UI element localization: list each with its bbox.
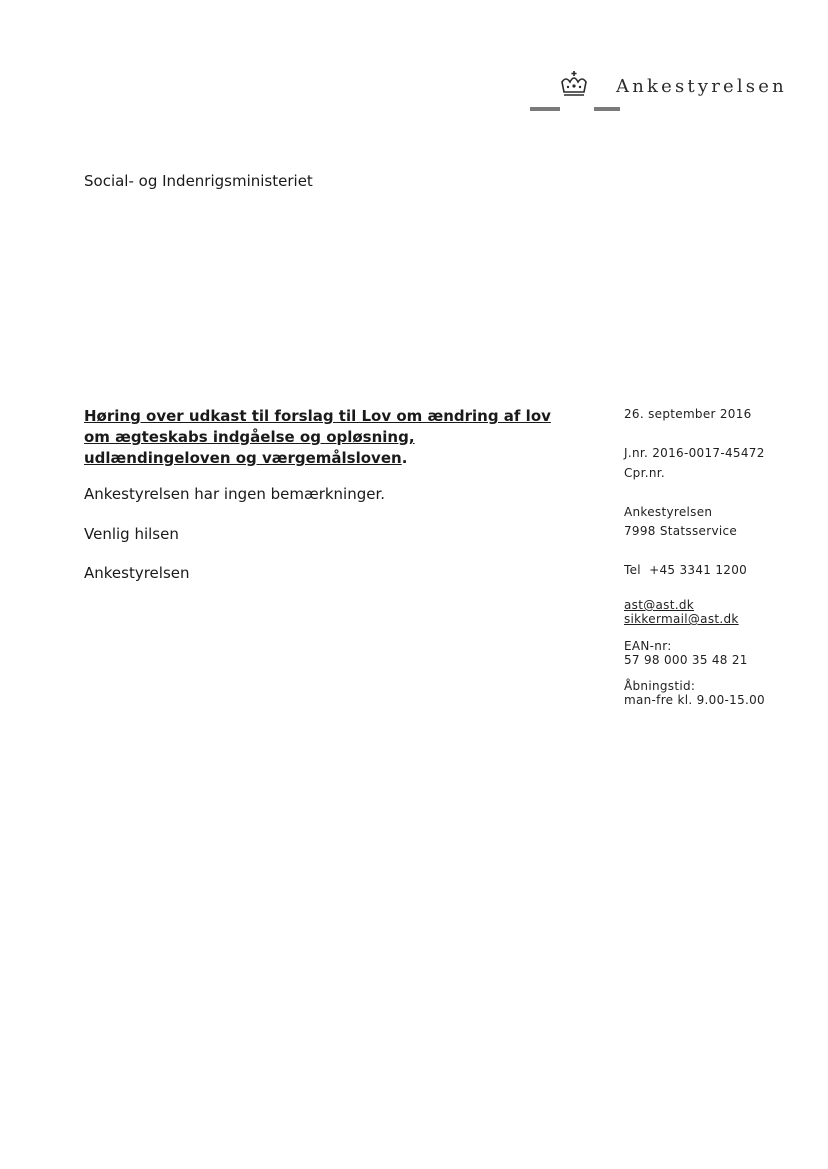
journal-number: J.nr. 2016-0017-45472 bbox=[624, 446, 765, 460]
secure-email-link[interactable] bbox=[624, 612, 739, 626]
ean-label: EAN-nr: bbox=[624, 639, 672, 653]
logo-divider-left bbox=[530, 107, 560, 111]
org-address: 7998 Statsservice bbox=[624, 524, 738, 538]
crown-icon bbox=[558, 70, 590, 100]
email-link[interactable] bbox=[624, 598, 694, 612]
subject-text: Høring over udkast til forslag til Lov om ændring af lov om ægteskabs indgåelse og opløsning, udlændingeloven og værgemålsloven bbox=[84, 407, 551, 467]
org-name: Ankestyrelsen bbox=[624, 505, 713, 519]
opening-hours-value: man-fre kl. 9.00-15.00 bbox=[624, 693, 765, 707]
logo-divider-right bbox=[594, 107, 620, 111]
secure-email-link-text[interactable]: sikkermail@ast.dk bbox=[624, 612, 739, 626]
opening-hours-label: Åbningstid: bbox=[624, 679, 696, 693]
letter-subject bbox=[84, 406, 554, 469]
email-link-text[interactable]: ast@ast.dk bbox=[624, 598, 695, 612]
ean-value: 57 98 000 35 48 21 bbox=[624, 653, 748, 667]
logo-wordmark: Ankestyrelsen bbox=[616, 76, 787, 97]
cpr-number: Cpr.nr. bbox=[624, 466, 665, 480]
letter-signature: Ankestyrelsen bbox=[84, 564, 190, 582]
recipient: Social- og Indenrigsministeriet bbox=[84, 172, 313, 190]
letter-closing: Venlig hilsen bbox=[84, 525, 179, 543]
phone-number: Tel +45 3341 1200 bbox=[624, 563, 748, 577]
letter-date: 26. september 2016 bbox=[624, 407, 752, 421]
letter-body: Ankestyrelsen har ingen bemærkninger. bbox=[84, 485, 386, 503]
subject-period: . bbox=[401, 449, 408, 467]
